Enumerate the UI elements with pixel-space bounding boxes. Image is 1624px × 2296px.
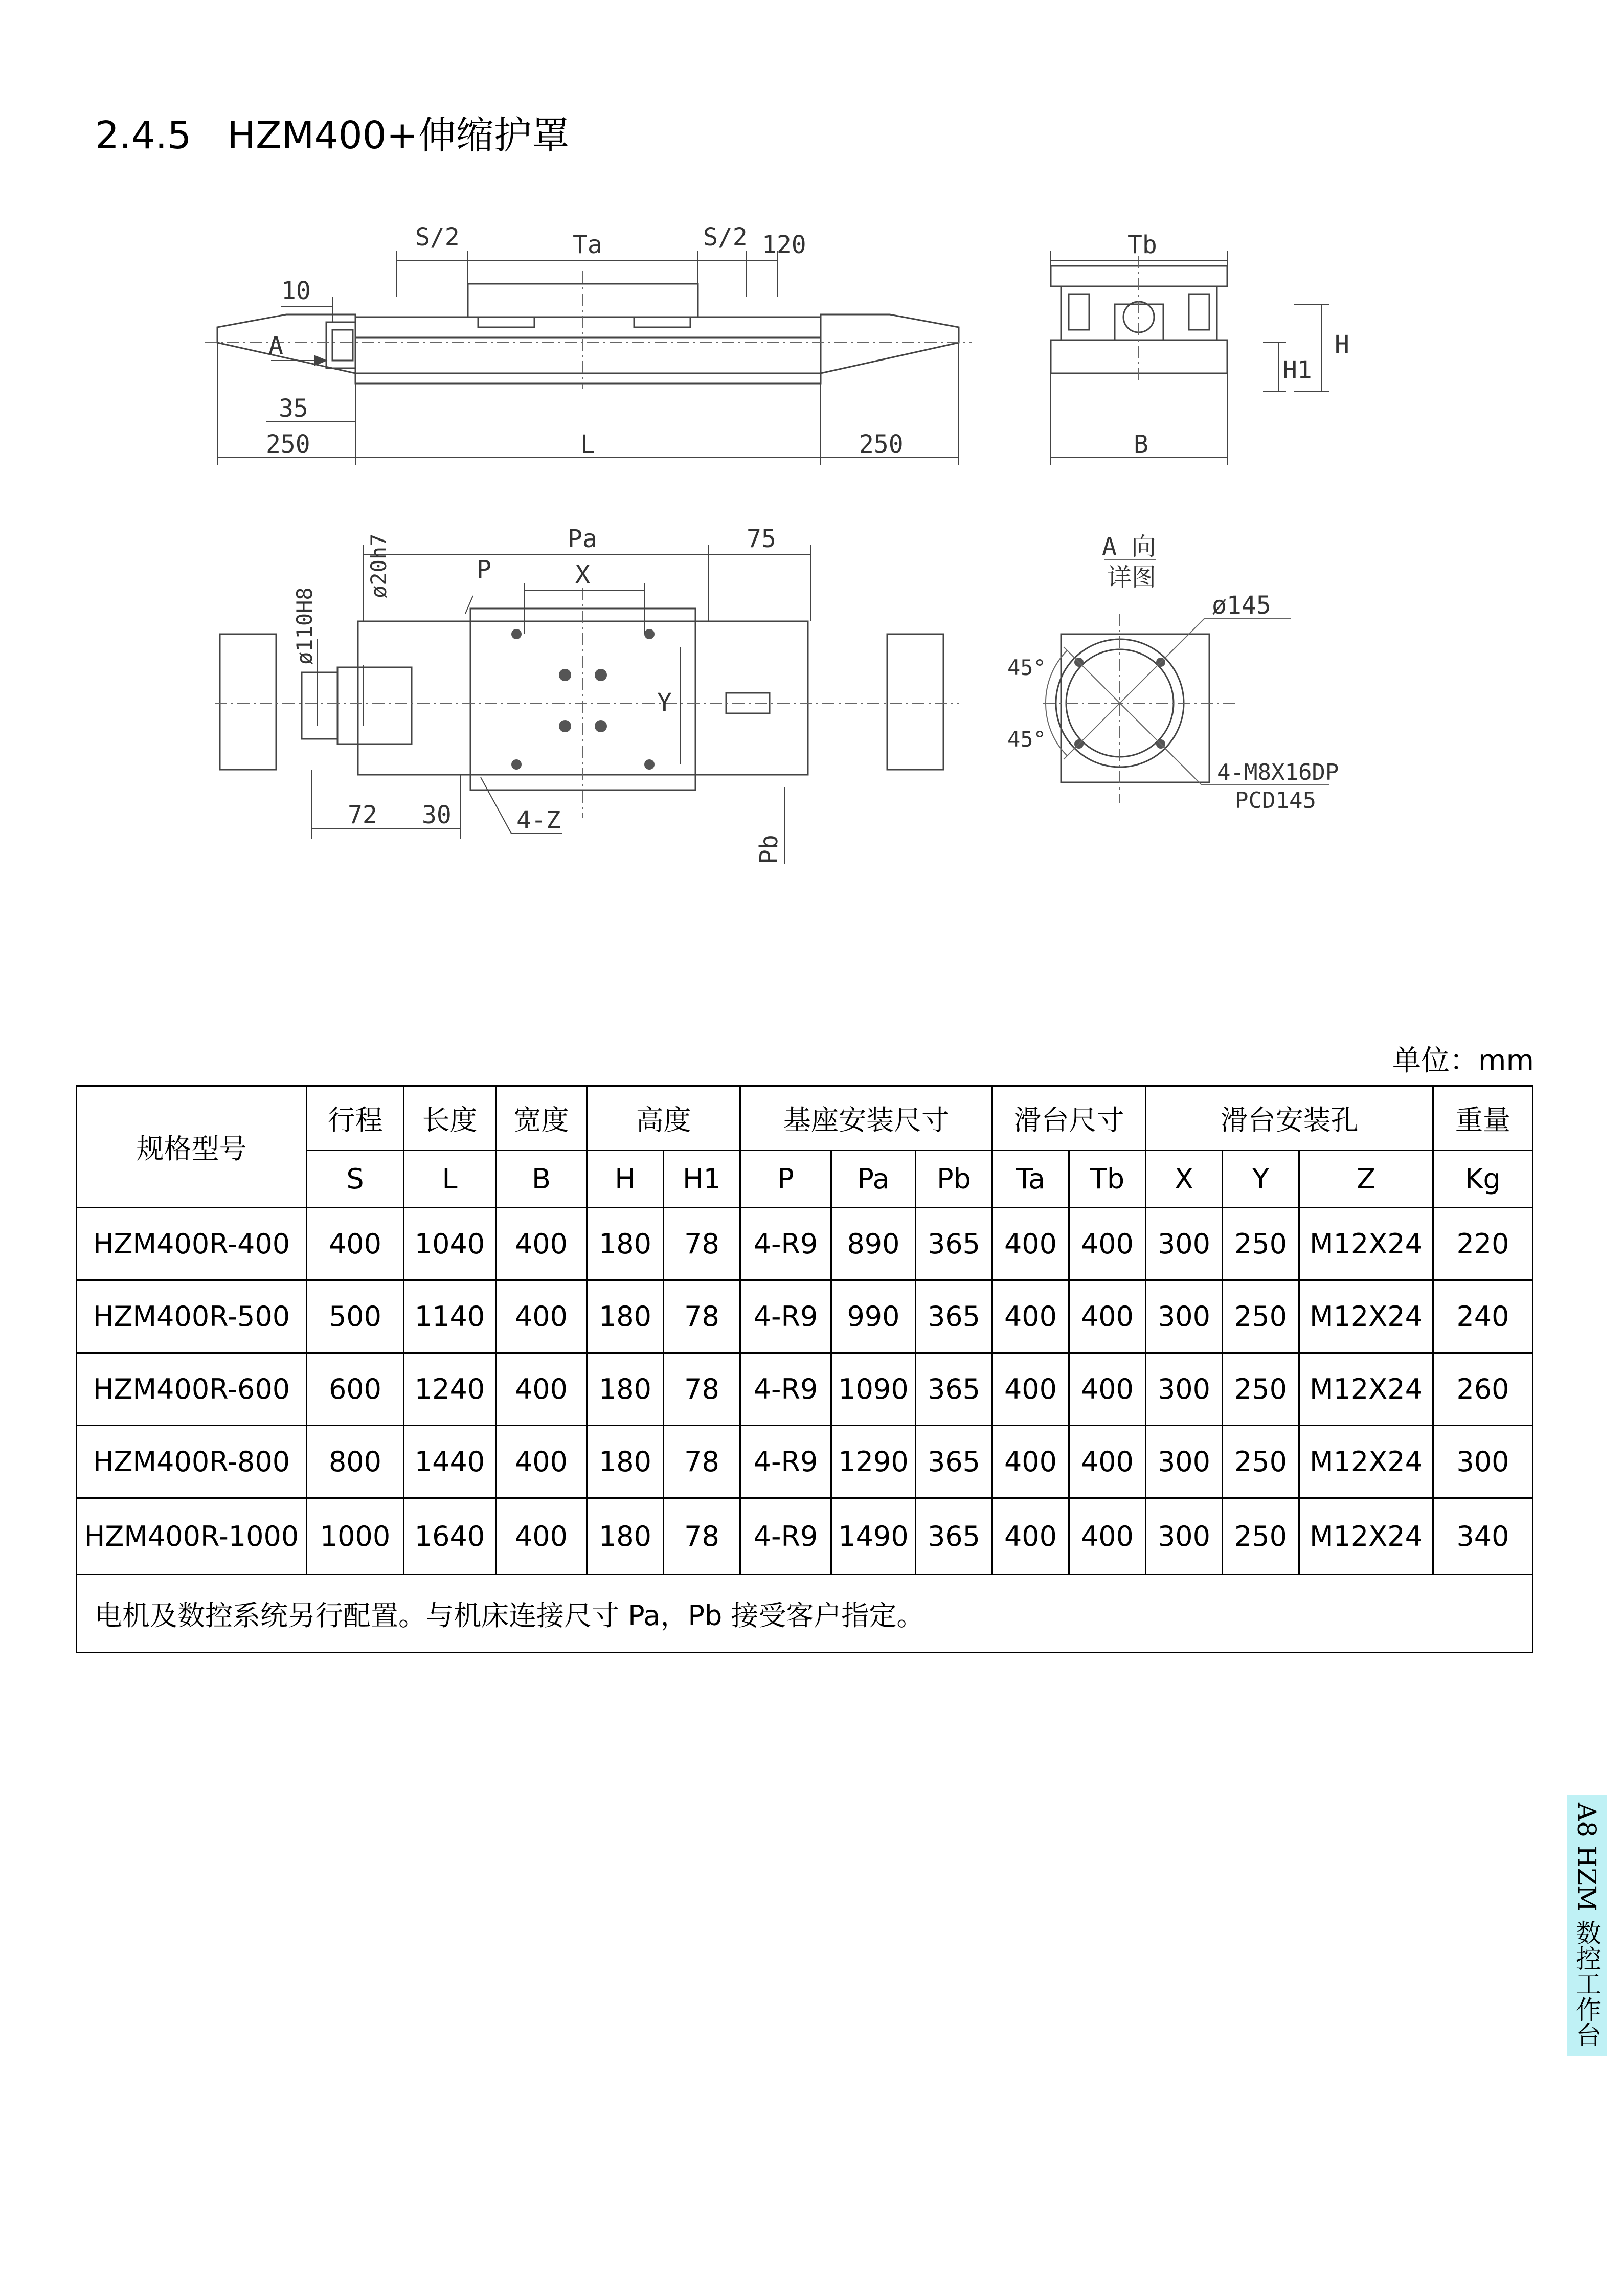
header-model: 规格型号 — [77, 1086, 307, 1208]
dim-4-z: 4-Z — [516, 806, 561, 835]
cell-z: M12X24 — [1299, 1498, 1433, 1575]
header-sub-x: X — [1146, 1151, 1223, 1208]
dim-s-half-right: S/2 — [703, 223, 748, 252]
dim-72: 72 — [348, 801, 377, 829]
dim-250-right: 250 — [859, 430, 904, 459]
cell-model: HZM400R-500 — [77, 1280, 307, 1353]
cell-b: 400 — [496, 1208, 587, 1280]
header-slide-size: 滑台尺寸 — [993, 1086, 1146, 1151]
header-sub-tb: Tb — [1069, 1151, 1146, 1208]
cell-h: 180 — [587, 1280, 664, 1353]
cell-l: 1640 — [404, 1498, 496, 1575]
header-stroke: 行程 — [307, 1086, 404, 1151]
cell-y: 250 — [1223, 1280, 1299, 1353]
front-view-drawing — [194, 220, 982, 476]
cell-s: 1000 — [307, 1498, 404, 1575]
dim-pb: Pb — [755, 835, 783, 864]
cell-pb: 365 — [916, 1426, 993, 1498]
cell-p: 4-R9 — [740, 1426, 831, 1498]
dim-pa: Pa — [568, 525, 597, 553]
dim-pcd145: PCD145 — [1235, 787, 1316, 814]
dim-phi20h7: ø20h7 — [366, 533, 391, 598]
cell-kg: 260 — [1433, 1353, 1533, 1426]
dim-angle-45-bottom: 45° — [1007, 727, 1046, 752]
cell-h: 180 — [587, 1498, 664, 1575]
cell-kg: 340 — [1433, 1498, 1533, 1575]
cell-l: 1240 — [404, 1353, 496, 1426]
cell-s: 500 — [307, 1280, 404, 1353]
note-row — [77, 1575, 1533, 1653]
dim-phi145: ø145 — [1212, 591, 1271, 620]
table-row — [77, 1498, 1533, 1575]
cell-ta: 400 — [993, 1208, 1069, 1280]
detail-title-detail: 详图 — [1107, 563, 1157, 592]
table-row — [77, 1426, 1533, 1498]
side-view-drawing — [1038, 220, 1370, 476]
cell-p: 4-R9 — [740, 1208, 831, 1280]
detail-title-a: A 向 — [1102, 532, 1156, 561]
header-row-1 — [77, 1086, 1533, 1151]
cell-tb: 400 — [1069, 1353, 1146, 1426]
cell-l: 1440 — [404, 1426, 496, 1498]
dim-30: 30 — [422, 801, 452, 829]
section-heading: HZM400+伸缩护罩 — [227, 114, 570, 157]
cell-h1: 78 — [664, 1280, 740, 1353]
dim-tb: Tb — [1127, 231, 1157, 259]
dim-h1: H1 — [1282, 356, 1312, 385]
cell-y: 250 — [1223, 1353, 1299, 1426]
cell-z: M12X24 — [1299, 1426, 1433, 1498]
header-base-mount: 基座安装尺寸 — [740, 1086, 993, 1151]
cell-tb: 400 — [1069, 1208, 1146, 1280]
dim-10: 10 — [281, 277, 311, 305]
header-sub-z: Z — [1299, 1151, 1433, 1208]
header-sub-b: B — [496, 1151, 587, 1208]
header-sub-h: H — [587, 1151, 664, 1208]
table-note: 电机及数控系统另行配置。与机床连接尺寸 Pa，Pb 接受客户指定。 — [77, 1575, 1533, 1653]
spec-table — [76, 1085, 1533, 1653]
cell-y: 250 — [1223, 1208, 1299, 1280]
table-row — [77, 1208, 1533, 1280]
table-row — [77, 1280, 1533, 1353]
view-arrow-a: A — [268, 331, 283, 360]
section-number: 2.4.5 — [95, 114, 192, 157]
cell-x: 300 — [1146, 1426, 1223, 1498]
dim-ta: Ta — [573, 231, 602, 259]
cell-h1: 78 — [664, 1353, 740, 1426]
section-title — [95, 114, 570, 157]
cell-h1: 78 — [664, 1426, 740, 1498]
cell-z: M12X24 — [1299, 1280, 1433, 1353]
cell-h: 180 — [587, 1353, 664, 1426]
dim-l: L — [580, 430, 595, 459]
dim-y: Y — [657, 688, 672, 717]
table-row — [77, 1353, 1533, 1426]
cell-ta: 400 — [993, 1280, 1069, 1353]
cell-s: 800 — [307, 1426, 404, 1498]
dim-75: 75 — [747, 525, 776, 553]
cell-b: 400 — [496, 1426, 587, 1498]
cell-pa: 1290 — [831, 1426, 916, 1498]
unit-label: 单位：mm — [1392, 1044, 1534, 1077]
header-sub-p: P — [740, 1151, 831, 1208]
header-slide-holes: 滑台安装孔 — [1146, 1086, 1433, 1151]
cell-pb: 365 — [916, 1498, 993, 1575]
cell-p: 4-R9 — [740, 1280, 831, 1353]
cell-kg: 220 — [1433, 1208, 1533, 1280]
dim-h: H — [1335, 330, 1349, 359]
cell-model: HZM400R-600 — [77, 1353, 307, 1426]
cell-x: 300 — [1146, 1353, 1223, 1426]
cell-model: HZM400R-800 — [77, 1426, 307, 1498]
cell-h1: 78 — [664, 1208, 740, 1280]
dim-250-left: 250 — [266, 430, 310, 459]
cell-pa: 990 — [831, 1280, 916, 1353]
header-sub-y: Y — [1223, 1151, 1299, 1208]
cell-l: 1040 — [404, 1208, 496, 1280]
dim-phi110h8: ø110H8 — [292, 587, 317, 665]
dim-120: 120 — [762, 231, 806, 259]
cell-ta: 400 — [993, 1426, 1069, 1498]
cell-s: 400 — [307, 1208, 404, 1280]
cell-y: 250 — [1223, 1498, 1299, 1575]
cell-model: HZM400R-1000 — [77, 1498, 307, 1575]
dim-4-m8x16dp: 4-M8X16DP — [1217, 759, 1339, 785]
cell-kg: 300 — [1433, 1426, 1533, 1498]
cell-b: 400 — [496, 1498, 587, 1575]
header-sub-s: S — [307, 1151, 404, 1208]
header-sub-pb: Pb — [916, 1151, 993, 1208]
cell-ta: 400 — [993, 1498, 1069, 1575]
cell-b: 400 — [496, 1353, 587, 1426]
header-width: 宽度 — [496, 1086, 587, 1151]
cell-s: 600 — [307, 1353, 404, 1426]
dim-angle-45-top: 45° — [1007, 655, 1046, 680]
cell-model: HZM400R-400 — [77, 1208, 307, 1280]
header-height: 高度 — [587, 1086, 740, 1151]
cell-tb: 400 — [1069, 1426, 1146, 1498]
cell-z: M12X24 — [1299, 1208, 1433, 1280]
cell-pb: 365 — [916, 1353, 993, 1426]
header-sub-pa: Pa — [831, 1151, 916, 1208]
dim-b: B — [1134, 430, 1148, 459]
cell-b: 400 — [496, 1280, 587, 1353]
side-tab-label: A8 HZM 数控工作台 — [1572, 1803, 1602, 2048]
dim-x: X — [575, 560, 590, 589]
cell-z: M12X24 — [1299, 1353, 1433, 1426]
cell-y: 250 — [1223, 1426, 1299, 1498]
dim-35: 35 — [279, 394, 308, 423]
dim-p: P — [477, 555, 491, 584]
cell-h1: 78 — [664, 1498, 740, 1575]
top-view-drawing — [210, 511, 966, 880]
header-length: 长度 — [404, 1086, 496, 1151]
cell-pa: 1090 — [831, 1353, 916, 1426]
header-weight: 重量 — [1433, 1086, 1533, 1151]
cell-ta: 400 — [993, 1353, 1069, 1426]
cell-pa: 1490 — [831, 1498, 916, 1575]
cell-p: 4-R9 — [740, 1353, 831, 1426]
cell-kg: 240 — [1433, 1280, 1533, 1353]
cell-p: 4-R9 — [740, 1498, 831, 1575]
cell-h: 180 — [587, 1426, 664, 1498]
cell-tb: 400 — [1069, 1498, 1146, 1575]
side-tab — [1567, 1795, 1607, 2056]
cell-pa: 890 — [831, 1208, 916, 1280]
cell-h: 180 — [587, 1208, 664, 1280]
dim-s-half-left: S/2 — [415, 223, 460, 252]
cell-pb: 365 — [916, 1280, 993, 1353]
cell-tb: 400 — [1069, 1280, 1146, 1353]
detail-view-drawing — [997, 511, 1386, 828]
cell-pb: 365 — [916, 1208, 993, 1280]
cell-l: 1140 — [404, 1280, 496, 1353]
header-sub-h1: H1 — [664, 1151, 740, 1208]
header-sub-kg: Kg — [1433, 1151, 1533, 1208]
cell-x: 300 — [1146, 1208, 1223, 1280]
header-sub-l: L — [404, 1151, 496, 1208]
cell-x: 300 — [1146, 1280, 1223, 1353]
header-sub-ta: Ta — [993, 1151, 1069, 1208]
cell-x: 300 — [1146, 1498, 1223, 1575]
